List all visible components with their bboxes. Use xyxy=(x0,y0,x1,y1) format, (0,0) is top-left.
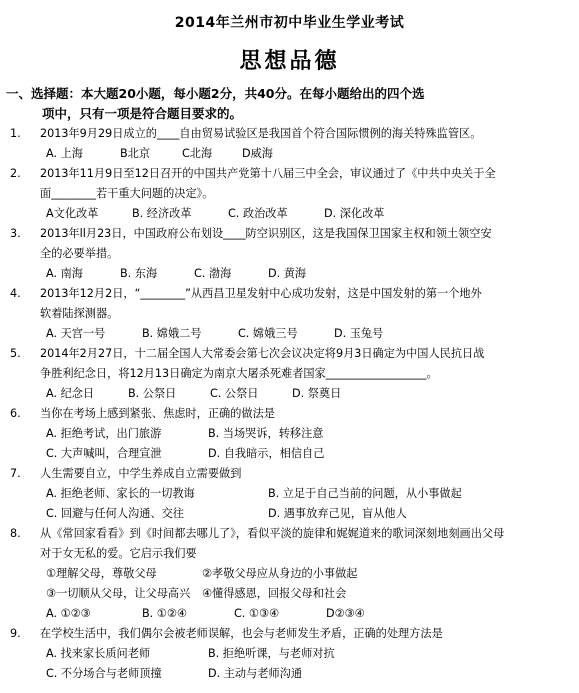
question-stem: 2013年12月2日，“________”从西昌卫星发射中心成功发射，这是中国发射的第一个地外 xyxy=(40,287,482,300)
option-d: D威海 xyxy=(242,147,273,160)
option-c: C. 渤海 xyxy=(194,267,232,280)
question-2 xyxy=(10,164,572,224)
option-d: D. 祭奠日 xyxy=(292,387,342,400)
option-b: B. 当场哭诉，转移注意 xyxy=(208,427,324,440)
option-b: B. 嫦娥二号 xyxy=(142,327,202,340)
option-d: D. 深化改革 xyxy=(324,207,385,220)
option-c: C. 公祭日 xyxy=(210,387,259,400)
option-a: A. 天宫一号 xyxy=(46,327,106,340)
question-number: 4. xyxy=(10,287,21,300)
option-d: D. 主动与老师沟通 xyxy=(208,667,303,680)
section-heading-line2: 项中，只有一项是符合题目要求的。 xyxy=(42,106,243,121)
question-7 xyxy=(10,464,572,524)
question-stem: 从《常回家看看》到《时间都去哪儿了》，看似平淡的旋律和娓娓道来的歌词深刻地刻画出父母 xyxy=(40,527,505,540)
option-c: C. 嫦娥三号 xyxy=(238,327,298,340)
question-4 xyxy=(10,284,572,344)
question-stem-cont: 争胜利纪念日，将12月13日确定为南京大屠杀死难者国家__________________。 xyxy=(40,367,438,380)
question-number: 2. xyxy=(10,167,21,180)
statement-3: ③一切顺从父母，让父母高兴 xyxy=(46,587,191,600)
option-b: B. 拒绝听课，与老师对抗 xyxy=(208,647,335,660)
statement-1: ①理解父母，尊敬父母 xyxy=(46,567,157,580)
question-number: 6. xyxy=(10,407,21,420)
option-d: D. 自我暗示，相信自己 xyxy=(208,447,325,460)
option-b: B. 经济改革 xyxy=(132,207,192,220)
question-3 xyxy=(10,224,572,284)
option-a: A. 拒绝老师、家长的一切教诲 xyxy=(46,487,195,500)
question-stem: 2013年11月9日至12日召开的中国共产党第十八届三中全会，审议通过了《中共中央关于全 xyxy=(40,167,496,180)
question-stem: 2013年ll月23日，中国政府公布划设____防空识别区，这是我国保卫国家主权和领土领空安 xyxy=(40,227,492,240)
option-b: B. 立足于自己当前的问题，从小事做起 xyxy=(268,487,462,500)
question-stem: 2014年2月27日，十二届全国人大常委会第七次会议决定将9月3日确定为中国人民抗日战 xyxy=(40,347,485,360)
option-a: A. 找来家长质问老师 xyxy=(46,647,151,660)
question-number: 9. xyxy=(10,627,21,640)
option-c: C北海 xyxy=(182,147,213,160)
question-number: 5. xyxy=(10,347,21,360)
question-stem-cont: 对于女无私的爱。它启示我们要 xyxy=(40,547,197,560)
question-stem: 人生需要自立，中学生养成自立需要做到 xyxy=(40,467,242,480)
option-d: D. 玉兔号 xyxy=(334,327,384,340)
question-stem: 在学校生活中，我们偶尔会被老师误解，也会与老师发生矛盾，正确的处理方法是 xyxy=(40,627,443,640)
option-c: C. 政治改革 xyxy=(228,207,288,220)
option-b: B. 公祭日 xyxy=(128,387,177,400)
question-number: 3. xyxy=(10,227,21,240)
option-d: D②③④ xyxy=(326,607,365,620)
subject-title: 思想品德 xyxy=(239,49,340,74)
section-heading-line1: 一、选择题：本大题20小题，每小题2分，共40分。在每小题给出的四个选 xyxy=(6,86,425,101)
option-a: A文化改革 xyxy=(46,207,99,220)
statement-4: ④懂得感恩，回报父母和社会 xyxy=(202,587,347,600)
question-stem-cont: 软着陆探测器。 xyxy=(40,307,119,320)
question-stem: 当你在考场上感到紧张、焦虑时，正确的做法是 xyxy=(40,407,275,420)
option-a: A. 拒绝考试，出门旅游 xyxy=(46,427,162,440)
question-6 xyxy=(10,404,572,464)
option-a: A. 南海 xyxy=(46,267,83,280)
question-5 xyxy=(10,344,572,404)
option-b: B. 东海 xyxy=(120,267,158,280)
exam-title: 2014年兰州市初中毕业生学业考试 xyxy=(174,15,405,31)
question-number: 1. xyxy=(10,127,21,140)
section-heading xyxy=(6,84,571,124)
option-c: C. 不分场合与老师顶撞 xyxy=(46,667,162,680)
option-c: C. 回避与任何人沟通、交往 xyxy=(46,507,184,520)
question-stem: 2013年9月29日成立的____自由贸易试验区是我国首个符合国际惯例的海关特殊监管区。 xyxy=(40,127,482,140)
statement-2: ②孝敬父母应从身边的小事做起 xyxy=(202,567,358,580)
question-8 xyxy=(10,524,572,624)
option-d: D. 黄海 xyxy=(268,267,307,280)
question-1 xyxy=(10,124,572,164)
option-b: B北京 xyxy=(120,147,151,160)
question-9 xyxy=(10,624,572,684)
option-b: B. ①②④ xyxy=(142,607,187,620)
question-number: 8. xyxy=(10,527,21,540)
question-stem-cont: 面________若干重大问题的决定》。 xyxy=(40,187,214,200)
option-a: A. ①②③ xyxy=(46,607,91,620)
option-c: C. ①③④ xyxy=(234,607,280,620)
option-c: C. 大声喊叫，合理宣泄 xyxy=(46,447,162,460)
option-a: A. 上海 xyxy=(46,147,83,160)
option-a: A. 纪念日 xyxy=(46,387,95,400)
option-d: D. 遇事放弃己见，盲从他人 xyxy=(268,507,407,520)
question-stem-cont: 全的必要举措。 xyxy=(40,247,119,260)
question-number: 7. xyxy=(10,467,21,480)
